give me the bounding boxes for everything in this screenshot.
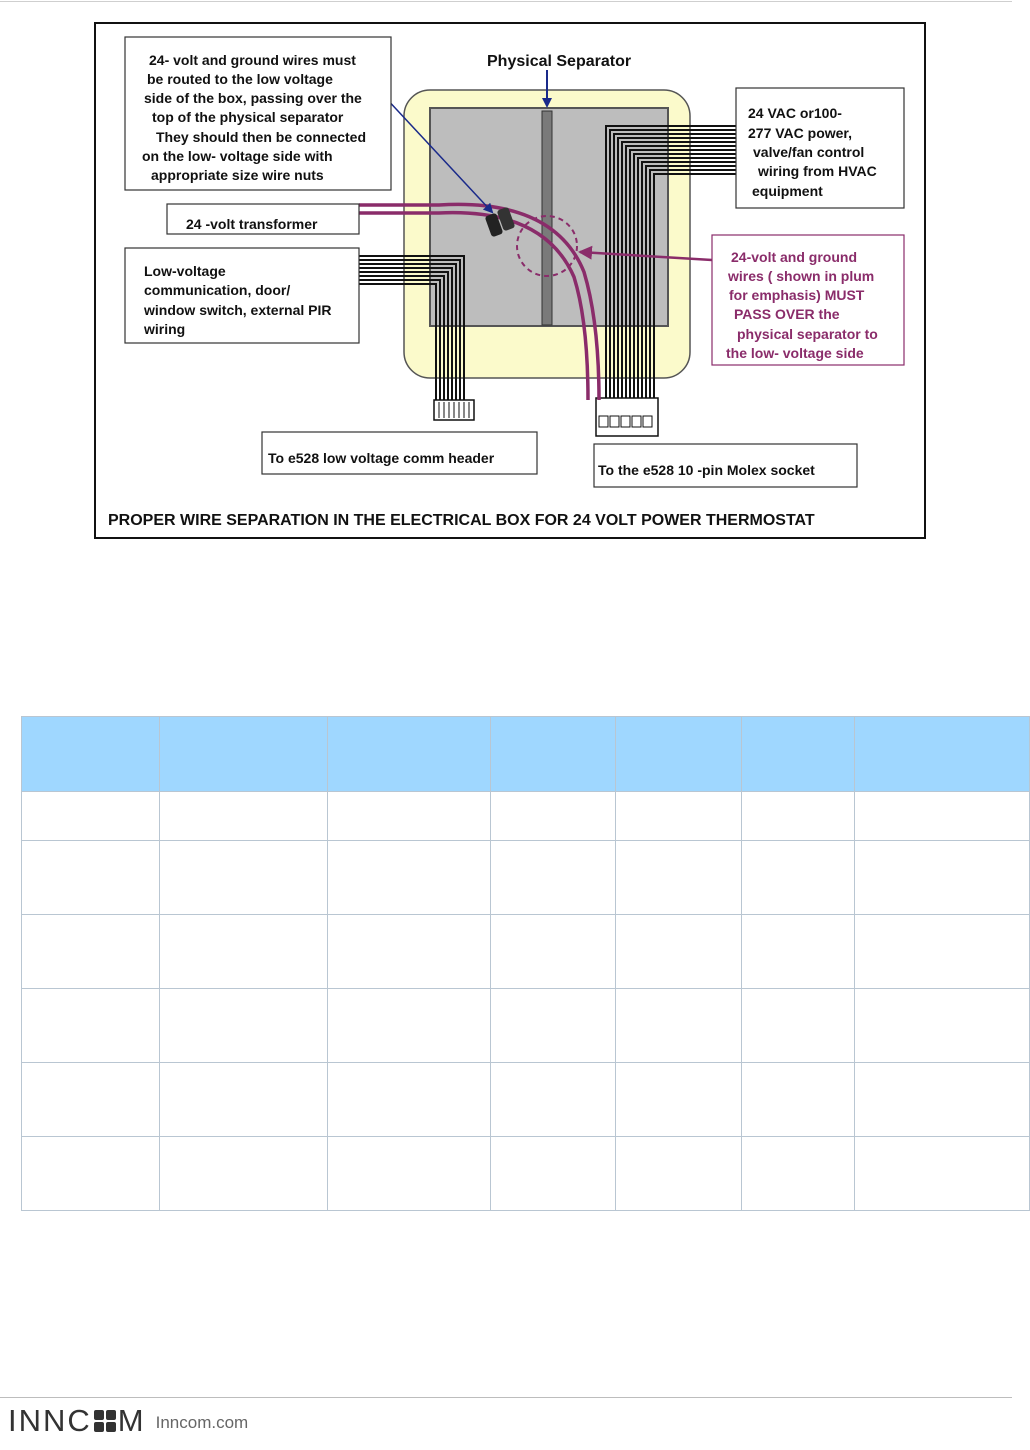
footer bbox=[8, 1403, 248, 1439]
top-rule bbox=[0, 1, 1012, 2]
routing-note: 24- volt and ground wires must be routed to the low voltage side of the box, passing over the top of the physical separator They should then be connected on the low- voltage side with appropriate size wire nuts bbox=[142, 52, 367, 183]
plum-note: 24-volt and ground wires ( shown in plum for emphasis) MUST PASS OVER the physical separator to the low- voltage side bbox=[726, 249, 878, 361]
blank-table bbox=[21, 716, 1030, 1211]
comm-header-label: To e528 low voltage comm header bbox=[268, 450, 495, 466]
table-header-row bbox=[22, 717, 1030, 792]
physical-separator bbox=[542, 111, 552, 325]
inncom-logo: INNC M bbox=[8, 1403, 146, 1438]
table-row bbox=[22, 792, 1030, 841]
footer-rule bbox=[0, 1397, 1012, 1398]
hvac-label: 24 VAC or100- 277 VAC power, valve/fan control wiring from HVAC equipment bbox=[748, 105, 877, 199]
table-row bbox=[22, 841, 1030, 915]
site-url[interactable]: Inncom.com bbox=[155, 1413, 249, 1432]
separator-label: Physical Separator bbox=[487, 53, 632, 70]
transformer-label: 24 -volt transformer bbox=[186, 216, 318, 232]
molex-label: To the e528 10 -pin Molex socket bbox=[598, 462, 815, 478]
table-row bbox=[22, 1063, 1030, 1137]
logo-squares-icon bbox=[94, 1410, 116, 1432]
table-row bbox=[22, 1137, 1030, 1211]
low-voltage-label: Low-voltage communication, door/ window switch, external PIR wiring bbox=[144, 263, 332, 337]
wiring-diagram bbox=[94, 22, 926, 540]
diagram-title: PROPER WIRE SEPARATION IN THE ELECTRICAL BOX FOR 24 VOLT POWER THERMOSTAT bbox=[108, 512, 815, 529]
table-row bbox=[22, 915, 1030, 989]
table-row bbox=[22, 989, 1030, 1063]
